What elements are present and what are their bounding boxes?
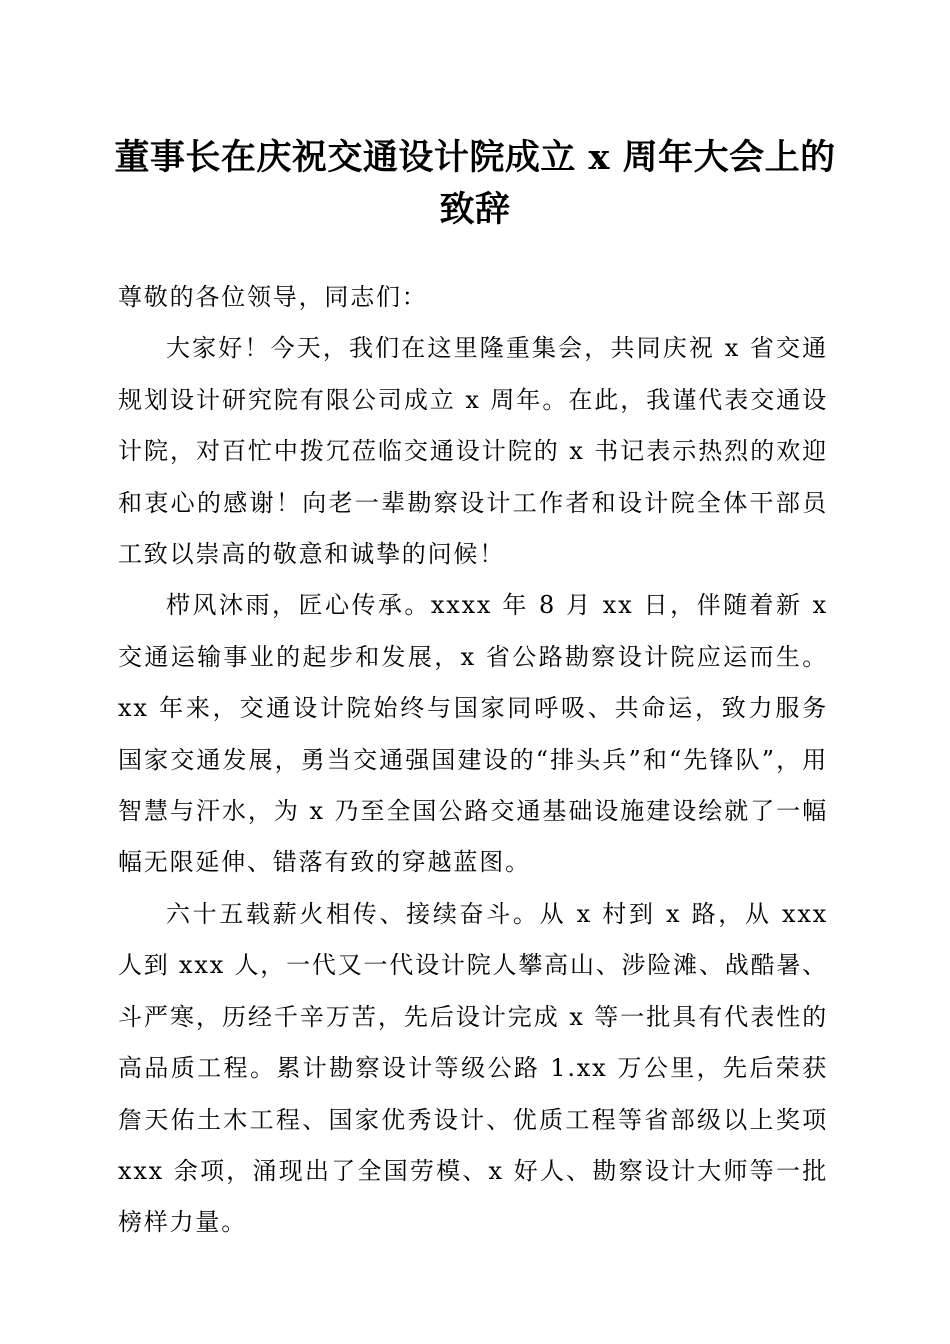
title-line-1: 董事长在庆祝交通设计院成立 x 周年大会上的 — [114, 137, 836, 178]
title-line-2: 致辞 — [439, 189, 511, 230]
document-body — [118, 272, 828, 1249]
paragraph-greeting: 大家好！今天，我们在这里隆重集会，共同庆祝 x 省交通规划设计研究院有限公司成立 x 周年。在此，我谨代表交通设计院，对百忙中拨冗莅临交通设计院的 x 书记表示热烈的欢迎和衷心的感谢！向老一辈勘察设计工作者和设计院全体干部员工致以崇高的敬意和诚挚的问候！ — [118, 334, 828, 569]
paragraph-achievements: 六十五载薪火相传、接续奋斗。从 x 村到 x 路，从 xxx 人到 xxx 人，一代又一代设计院人攀高山、涉险滩、战酷暑、斗严寒，历经千辛万苦，先后设计完成 x 等一批具有代表性的高品质工程。累计勘察设计等级公路 1.xx 万公里，先后荣获詹天佑土木工程、国家优秀设计、优质工程等省部级以上奖项 xxx 余项，涌现出了全国劳模、x 好人、勘察设计大师等一批榜样力量。 — [118, 899, 828, 1237]
paragraph-history: 栉风沐雨，匠心传承。xxxx 年 8 月 xx 日，伴随着新 x 交通运输事业的起步和发展，x 省公路勘察设计院应运而生。xx 年来，交通设计院始终与国家同呼吸、共命运，致力服务国家交通发展，勇当交通强国建设的“排头兵”和“先锋队”，用智慧与汗水，为 x 乃至全国公路交通基础设施建设绘就了一幅幅无限延伸、错落有致的穿越蓝图。 — [118, 591, 828, 877]
document-title — [110, 132, 840, 236]
salutation: 尊敬的各位领导，同志们： — [118, 283, 428, 311]
